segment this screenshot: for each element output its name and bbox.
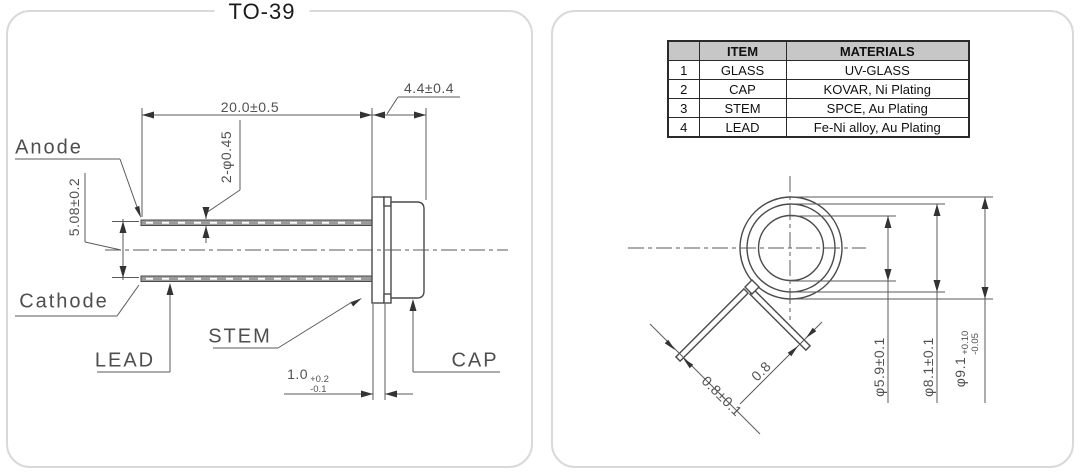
row-number: 2 [668, 80, 699, 99]
dim-tab-length: 0.8 [747, 357, 775, 385]
tolerance-minus: -0.1 [310, 384, 327, 396]
table-row [668, 61, 969, 80]
label-anode: Anode [15, 136, 83, 159]
dim-flange-diameter-tolerance [961, 331, 982, 355]
label-lead: LEAD [94, 349, 156, 372]
materials-table [667, 40, 970, 138]
row-number: 1 [668, 61, 699, 80]
dim-flange-diameter [952, 331, 982, 388]
label-stem: STEM [208, 325, 272, 348]
dim-cap-diameter: φ8.1±0.1 [920, 337, 936, 397]
material-cell: UV-GLASS [786, 61, 969, 80]
item-cell: GLASS [699, 61, 786, 80]
dim-lead-length: 20.0±0.5 [220, 99, 280, 115]
dim-cap-height: 4.4±0.4 [403, 80, 455, 96]
table-corner-cell [668, 41, 699, 61]
page-title: TO-39 [215, 0, 310, 25]
dim-lead-spacing: 5.08±0.2 [66, 177, 82, 237]
label-cathode: Cathode [19, 290, 109, 313]
tolerance-minus: -0.05 [970, 333, 982, 355]
dim-flange-diameter-value: φ9.1 [952, 356, 969, 388]
tolerance-plus: +0.2 [310, 374, 329, 386]
tolerance-plus: +0.10 [960, 330, 972, 355]
label-cap: CAP [451, 349, 499, 372]
dim-window-diameter: φ5.9±0.1 [871, 337, 887, 397]
table-row [668, 80, 969, 99]
column-header-materials: MATERIALS [786, 41, 969, 61]
column-header-item: ITEM [699, 41, 786, 61]
table-row [668, 118, 969, 138]
item-cell: CAP [699, 80, 786, 99]
material-cell: KOVAR, Ni Plating [786, 80, 969, 99]
item-cell: STEM [699, 99, 786, 118]
material-cell: SPCE, Au Plating [786, 99, 969, 118]
row-number: 3 [668, 99, 699, 118]
dim-stem-thickness-value: 1.0 [287, 366, 309, 383]
material-cell: Fe-Ni alloy, Au Plating [786, 118, 969, 138]
table-header-row [668, 41, 969, 61]
dim-stem-thickness [287, 366, 329, 396]
item-cell: LEAD [699, 118, 786, 138]
side-view-panel [6, 10, 533, 468]
row-number: 4 [668, 118, 699, 138]
table-row [668, 99, 969, 118]
dim-stem-thickness-tolerance [310, 375, 329, 396]
dim-tab-width: 0.8±0.1 [698, 372, 746, 420]
dim-lead-diameter: 2-φ0.45 [218, 130, 234, 184]
